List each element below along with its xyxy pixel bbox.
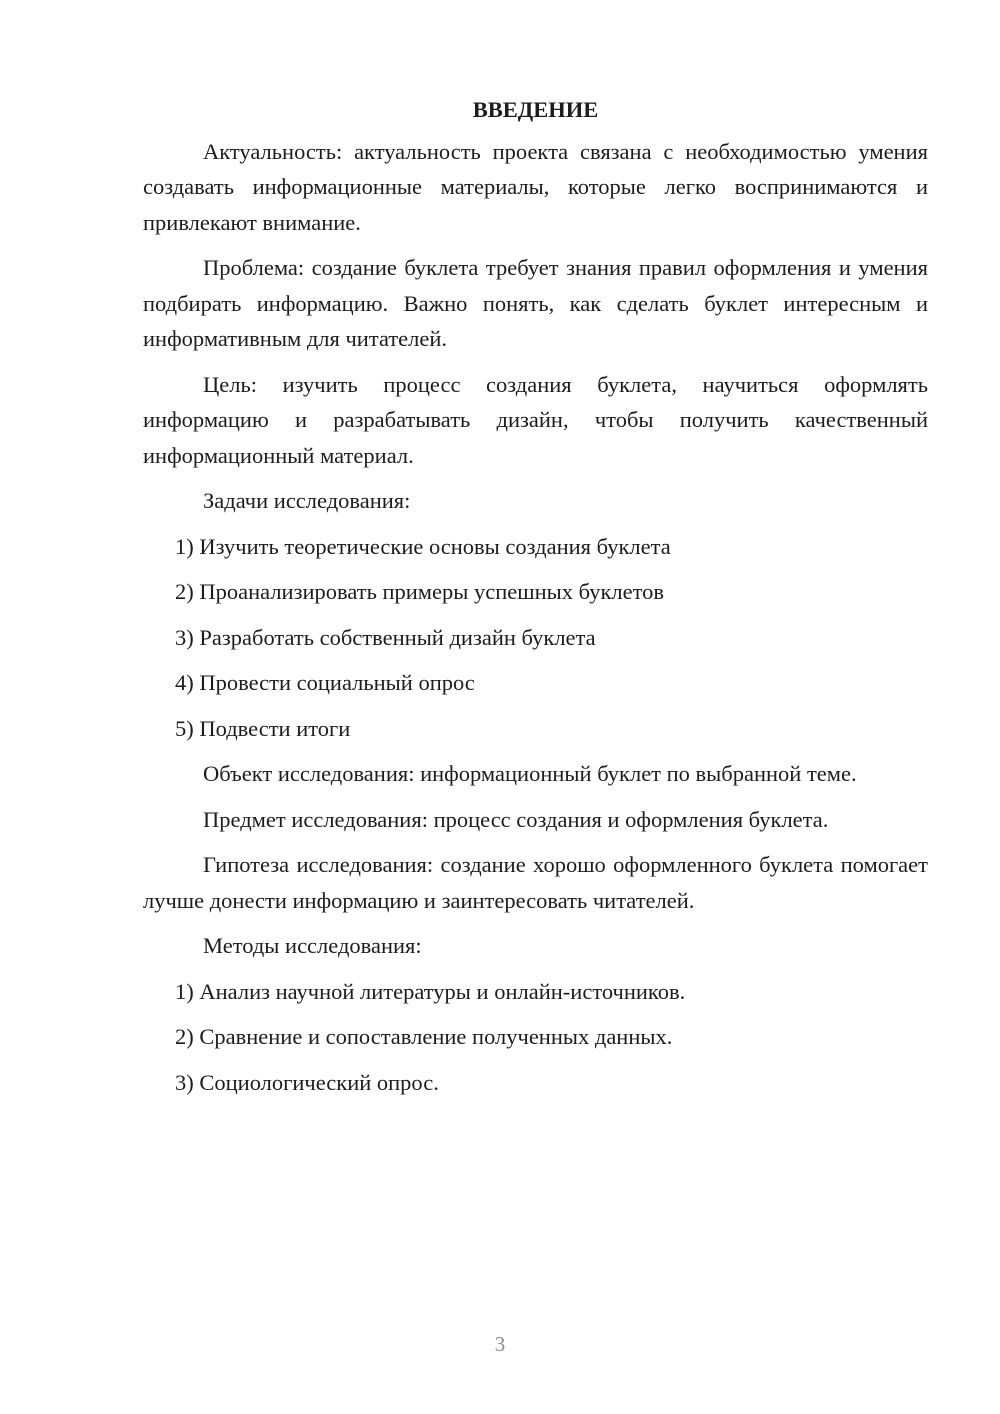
list-item: 2) Проанализировать примеры успешных буклетов bbox=[175, 579, 665, 604]
list-item: 3) Социологический опрос. bbox=[175, 1069, 439, 1095]
goal-paragraph: Цель: изучить процесс создания буклета, научиться оформлять информацию и разрабатывать дизайн, чтобы получить качественный информационный материал. bbox=[143, 371, 928, 468]
hypothesis-paragraph: Гипотеза исследования: создание хорошо оформленного буклета помогает лучше донести информацию и заинтересовать читателей. bbox=[143, 852, 928, 913]
list-item: 5) Подвести итоги bbox=[175, 715, 351, 741]
tasks-label: Задачи исследования: bbox=[203, 488, 411, 513]
tasks-list bbox=[143, 529, 928, 747]
list-item: 3) Разработать собственный дизайн буклета bbox=[175, 624, 596, 650]
subject-paragraph: Предмет исследования: процесс создания и оформления буклета. bbox=[203, 806, 829, 832]
list-item: 1) Анализ научной литературы и онлайн-источников. bbox=[175, 978, 686, 1004]
list-item: 4) Провести социальный опрос bbox=[175, 670, 475, 695]
methods-label: Методы исследования: bbox=[203, 933, 422, 958]
object-paragraph: Объект исследования: информационный буклет по выбранной теме. bbox=[203, 761, 857, 786]
page-number: 3 bbox=[494, 1332, 506, 1356]
page-title: ВВЕДЕНИЕ bbox=[472, 97, 599, 122]
list-item: 2) Сравнение и сопоставление полученных данных. bbox=[175, 1024, 673, 1049]
methods-list bbox=[143, 974, 928, 1101]
list-item: 1) Изучить теоретические основы создания буклета bbox=[175, 533, 671, 559]
problem-paragraph: Проблема: создание буклета требует знания правил оформления и умения подбирать информацию. Важно понять, как сделать буклет интересным и информативным для читателей. bbox=[143, 255, 928, 351]
document-body bbox=[143, 92, 928, 1110]
relevance-paragraph: Актуальность: актуальность проекта связана с необходимостью умения создавать информационные материалы, которые легко воспринимаются и привлекают внимание. bbox=[143, 138, 928, 235]
